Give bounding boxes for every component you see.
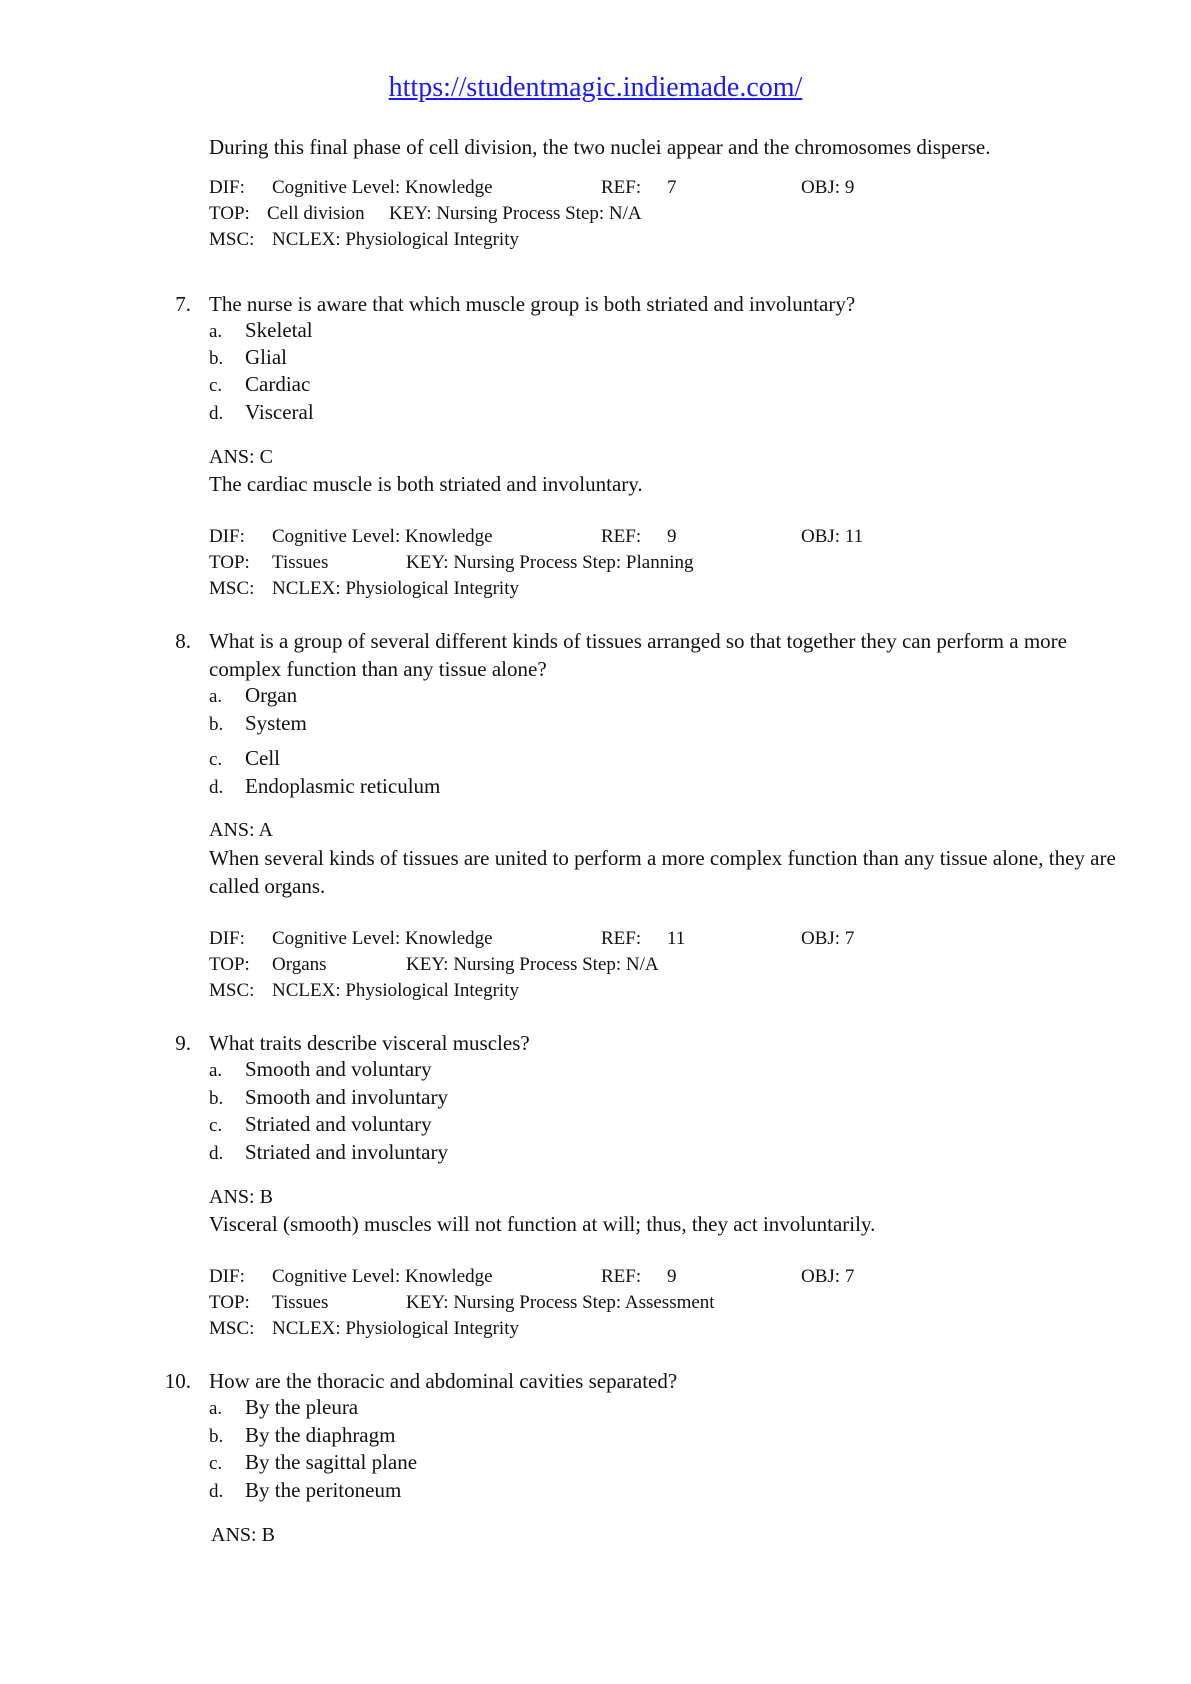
option-letter: a.	[209, 1060, 223, 1081]
question-text: How are the thoracic and abdominal cavities separated?	[209, 1369, 678, 1393]
option-a	[209, 1395, 358, 1420]
option-a	[209, 318, 313, 343]
top-label: TOP:	[209, 552, 250, 573]
answer: ANS: A	[209, 819, 273, 841]
option-c	[209, 372, 310, 397]
option-c	[209, 1450, 417, 1475]
option-text: Endoplasmic reticulum	[245, 774, 441, 798]
msc-label: MSC:	[209, 229, 255, 250]
dif-value: Cognitive Level: Knowledge	[272, 177, 493, 198]
dif-label: DIF:	[209, 526, 245, 547]
question-number: 9.	[175, 1031, 191, 1055]
top-value: Tissues	[272, 552, 329, 573]
dif-label: DIF:	[209, 177, 245, 198]
top-value: Organs	[272, 954, 327, 975]
option-letter: d.	[209, 403, 224, 424]
dif-value: Cognitive Level: Knowledge	[272, 928, 493, 949]
option-d	[209, 774, 440, 799]
key-value: KEY: Nursing Process Step: Planning	[406, 552, 694, 573]
dif-value: Cognitive Level: Knowledge	[272, 526, 493, 547]
question-number: 7.	[175, 292, 191, 316]
dif-label: DIF:	[209, 1266, 245, 1287]
option-letter: b.	[209, 714, 224, 735]
option-letter: c.	[209, 1115, 223, 1136]
option-d	[209, 1140, 448, 1165]
option-text: Organ	[245, 683, 298, 707]
msc-value: NCLEX: Physiological Integrity	[272, 229, 519, 250]
option-letter: c.	[209, 1453, 223, 1474]
option-letter: d.	[209, 1143, 224, 1164]
ref-value: 11	[667, 928, 686, 949]
option-letter: b.	[209, 1088, 224, 1109]
ref-value: 9	[667, 1266, 677, 1287]
msc-value: NCLEX: Physiological Integrity	[272, 1318, 519, 1339]
header-link[interactable]: https://studentmagic.indiemade.com/	[388, 72, 803, 103]
option-text: Smooth and voluntary	[245, 1057, 432, 1081]
question-text: What traits describe visceral muscles?	[209, 1031, 530, 1055]
option-text: Visceral	[245, 400, 314, 424]
option-text: Glial	[245, 345, 287, 369]
option-d	[209, 1478, 401, 1503]
option-text: Striated and involuntary	[245, 1140, 448, 1164]
top-value: Tissues	[272, 1292, 329, 1313]
option-c	[209, 1112, 432, 1137]
option-text: Skeletal	[245, 318, 313, 342]
msc-label: MSC:	[209, 1318, 255, 1339]
option-letter: c.	[209, 749, 223, 770]
answer: ANS: B	[209, 1186, 273, 1208]
key-value: KEY: Nursing Process Step: N/A	[389, 203, 642, 224]
ref-label: REF:	[601, 928, 642, 949]
question-number: 10.	[164, 1369, 191, 1393]
option-text: Cardiac	[245, 372, 311, 396]
question-number: 8.	[175, 629, 191, 653]
option-b	[209, 711, 307, 736]
option-d	[209, 400, 314, 425]
option-text: By the diaphragm	[245, 1423, 396, 1447]
option-b	[209, 1085, 448, 1110]
obj-value: OBJ: 7	[801, 1266, 855, 1287]
rationale: The cardiac muscle is both striated and involuntary.	[209, 472, 643, 496]
msc-label: MSC:	[209, 980, 255, 1001]
rationale: Visceral (smooth) muscles will not function at will; thus, they act involuntarily.	[209, 1212, 876, 1236]
ref-value: 9	[667, 526, 677, 547]
top-value: Cell division	[267, 203, 365, 224]
top-label: TOP:	[209, 954, 250, 975]
option-b	[209, 1423, 395, 1448]
option-text: By the peritoneum	[245, 1478, 402, 1502]
option-letter: a.	[209, 686, 223, 707]
key-value: KEY: Nursing Process Step: N/A	[406, 954, 659, 975]
option-text: Striated and voluntary	[245, 1112, 432, 1136]
obj-value: OBJ: 11	[801, 526, 864, 547]
option-b	[209, 345, 287, 370]
option-letter: d.	[209, 1481, 224, 1502]
option-letter: d.	[209, 777, 224, 798]
question-text: What is a group of several different kinds of tissues arranged so that together they can perform a more complex function than any tissue alone?	[209, 629, 1067, 681]
rationale: When several kinds of tissues are united to perform a more complex function than any tissue alone, they are called organs.	[209, 846, 1116, 898]
dif-value: Cognitive Level: Knowledge	[272, 1266, 493, 1287]
dif-label: DIF:	[209, 928, 245, 949]
option-letter: c.	[209, 375, 223, 396]
option-text: System	[245, 711, 307, 735]
option-a	[209, 1057, 432, 1082]
ref-label: REF:	[601, 1266, 642, 1287]
option-text: Smooth and involuntary	[245, 1085, 448, 1109]
msc-label: MSC:	[209, 578, 255, 599]
option-text: By the sagittal plane	[245, 1450, 418, 1474]
option-a	[209, 683, 297, 708]
option-letter: a.	[209, 1398, 223, 1419]
top-label: TOP:	[209, 1292, 250, 1313]
msc-value: NCLEX: Physiological Integrity	[272, 980, 519, 1001]
top-label: TOP:	[209, 203, 250, 224]
question-text: The nurse is aware that which muscle group is both striated and involuntary?	[209, 292, 856, 316]
option-letter: a.	[209, 321, 223, 342]
option-text: By the pleura	[245, 1395, 359, 1419]
intro-rationale: During this final phase of cell division, the two nuclei appear and the chromosomes disperse.	[209, 135, 991, 159]
answer: ANS: B	[211, 1524, 275, 1546]
ref-label: REF:	[601, 526, 642, 547]
option-text: Cell	[245, 746, 280, 770]
option-c	[209, 746, 280, 771]
msc-value: NCLEX: Physiological Integrity	[272, 578, 519, 599]
answer: ANS: C	[209, 446, 273, 468]
obj-value: OBJ: 7	[801, 928, 855, 949]
ref-label: REF:	[601, 177, 642, 198]
key-value: KEY: Nursing Process Step: Assessment	[406, 1292, 715, 1313]
option-letter: b.	[209, 1426, 224, 1447]
ref-value: 7	[667, 177, 677, 198]
option-letter: b.	[209, 348, 224, 369]
obj-value: OBJ: 9	[801, 177, 855, 198]
